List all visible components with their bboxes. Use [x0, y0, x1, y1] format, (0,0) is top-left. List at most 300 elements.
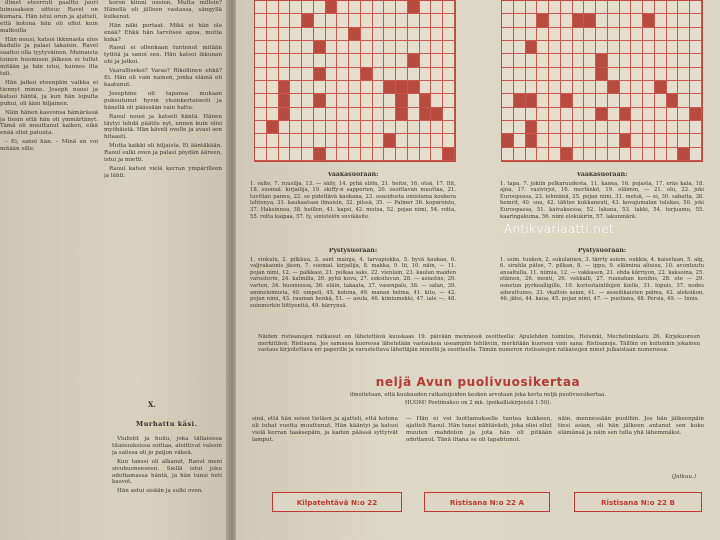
grid-cell: [326, 68, 338, 81]
grid-cell: [690, 134, 702, 147]
grid-cell: [373, 1, 385, 14]
grid-cell: [596, 1, 608, 14]
grid-cell: [561, 28, 573, 41]
grid-cell: [596, 54, 608, 67]
grid-cell: [549, 41, 561, 54]
grid-cell: [690, 121, 702, 134]
grid-cell: [267, 134, 279, 147]
grid-cell: [596, 108, 608, 121]
grid-cell: [608, 134, 620, 147]
grid-cell: [655, 54, 667, 67]
grid-cell: [337, 81, 349, 94]
grid-cell: [396, 134, 408, 147]
grid-cell: [667, 148, 679, 161]
grid-cell: [667, 108, 679, 121]
grid-cell: [643, 148, 655, 161]
grid-cell: [690, 1, 702, 14]
grid-cell: [290, 134, 302, 147]
grid-cell: [537, 1, 549, 14]
grid-cell: [678, 148, 690, 161]
grid-cell: [526, 108, 538, 121]
grid-cell: [408, 81, 420, 94]
grid-cell: [314, 108, 326, 121]
grid-cell: [255, 81, 267, 94]
grid-cell: [255, 41, 267, 54]
grid-cell: [514, 41, 526, 54]
grid-cell: [420, 41, 432, 54]
grid-cell: [373, 81, 385, 94]
grid-cell: [514, 68, 526, 81]
grid-cell: [408, 41, 420, 54]
grid-cell: [608, 14, 620, 27]
left-page: [0, 0, 228, 540]
grid-cell: [537, 121, 549, 134]
grid-cell: [678, 41, 690, 54]
grid-cell: [255, 134, 267, 147]
grid-cell: [337, 68, 349, 81]
grid-cell: [573, 94, 585, 107]
grid-cell: [279, 41, 291, 54]
grid-cell: [690, 54, 702, 67]
grid-cell: [408, 1, 420, 14]
grid-cell: [502, 14, 514, 27]
clues-down-a: [250, 248, 456, 336]
grid-cell: [431, 81, 443, 94]
grid-cell: [584, 134, 596, 147]
grid-cell: [561, 41, 573, 54]
grid-cell: [384, 68, 396, 81]
grid-cell: [396, 68, 408, 81]
grid-cell: [502, 54, 514, 67]
postage-note: HUOM! Postimaksu on 2 mk. (poikalliskirjeistä 1:50).: [404, 400, 552, 406]
grid-cell: [631, 14, 643, 27]
grid-cell: [302, 1, 314, 14]
grid-cell: [561, 134, 573, 147]
grid-cell: [678, 54, 690, 67]
grid-cell: [678, 121, 690, 134]
grid-cell: [255, 1, 267, 14]
grid-cell: [549, 94, 561, 107]
grid-cell: [620, 28, 632, 41]
grid-cell: [302, 68, 314, 81]
grid-cell: [349, 121, 361, 134]
grid-cell: [678, 94, 690, 107]
grid-cell: [690, 14, 702, 27]
grid-cell: [314, 121, 326, 134]
grid-cell: [279, 94, 291, 107]
grid-cell: [584, 81, 596, 94]
grid-cell: [337, 108, 349, 121]
grid-cell: [502, 134, 514, 147]
grid-cell: [267, 94, 279, 107]
grid-cell: [526, 81, 538, 94]
grid-cell: [667, 81, 679, 94]
story-paragraph: Josephine oli tapansa mukaan pukeutunut hyvin yksinkertaisesti ja hänellä oli päässään vain hattu.: [104, 90, 222, 111]
grid-cell: [620, 81, 632, 94]
grid-cell: [514, 121, 526, 134]
grid-cell: [337, 28, 349, 41]
grid-cell: [279, 28, 291, 41]
grid-cell: [361, 28, 373, 41]
grid-cell: [608, 68, 620, 81]
grid-cell: [502, 108, 514, 121]
grid-cell: [302, 121, 314, 134]
grid-cell: [502, 28, 514, 41]
grid-cell: [443, 134, 455, 147]
story-paragraph: Raoul katsoi vielä kerran ympärilleen ja lähti.: [104, 165, 222, 179]
grid-cell: [631, 134, 643, 147]
grid-cell: [431, 41, 443, 54]
grid-cell: [314, 41, 326, 54]
grid-cell: [408, 94, 420, 107]
grid-cell: [302, 14, 314, 27]
grid-cell: [396, 81, 408, 94]
grid-cell: [373, 94, 385, 107]
grid-cell: [608, 1, 620, 14]
grid-cell: [384, 28, 396, 41]
grid-cell: [420, 81, 432, 94]
grid-cell: [326, 28, 338, 41]
grid-cell: [326, 54, 338, 67]
grid-cell: [655, 41, 667, 54]
grid-cell: [314, 14, 326, 27]
grid-cell: [620, 1, 632, 14]
grid-cell: [631, 121, 643, 134]
grid-cell: [384, 81, 396, 94]
grid-cell: [596, 94, 608, 107]
grid-cell: [537, 28, 549, 41]
grid-cell: [573, 108, 585, 121]
grid-cell: [526, 14, 538, 27]
grid-cell: [620, 14, 632, 27]
grid-cell: [678, 1, 690, 14]
grid-cell: [290, 28, 302, 41]
grid-cell: [584, 41, 596, 54]
grid-cell: [302, 41, 314, 54]
grid-cell: [396, 108, 408, 121]
grid-cell: [537, 134, 549, 147]
grid-cell: [396, 28, 408, 41]
grid-cell: [561, 148, 573, 161]
grid-cell: [431, 54, 443, 67]
grid-cell: [431, 14, 443, 27]
submission-notice: Näiden ristisanojen ratkaisut on lähetettävä kuuskaas 19. päivään mennessä osoitteella: Apulehden toimitus, Helsinki, Mechelininkatu 26. Kirjekuoreen merkittävä: Ristisana. Jos samassa kuoressa lähetetään vastauksia useampiin tehtäviin, merkitään kuoreen vain sana: Ristisanoja. Tällöin on kuitenkin jokainen vastaus kirjoitettava eri paperille ja varustettava lähettäjän nimellä ja osoitteella. Tämän numeron ristisanojen ratkaisujen nimet julkaistaan numerossa.: [258, 334, 700, 354]
grid-cell: [573, 14, 585, 27]
grid-cell: [279, 14, 291, 27]
grid-cell: [643, 28, 655, 41]
story-paragraph: Hän näki portaat. Mikä ei hän ole enää? Ehkä hän tarvitsee apua, mutta kuka?: [104, 22, 222, 43]
grid-cell: [514, 54, 526, 67]
grid-cell: [443, 148, 455, 161]
grid-cell: [443, 14, 455, 27]
clues-text: 1. tapa, 7. jokiin pelkaruudesta, 11. kanea, 16. pojasta, 17. eräs kala, 18. ajna, 17. vasivirjoi, 16. merlänkö, 19. eläimin, — 21. olu, 22. joki Euroopossa, 23. lehmänä, 25. pojan nimi, 31. metsä, — ei, 30. sabatta, 38. hemrit, 40. suu, 42. tähtee kukkaneuti, 43. kovajumalan tulukas, 50. joki Euroopassa, 51. kaivaksessa, 52. lakana, 53. takki, 54. torjuamu, 55. kaaringakuma, 56. nimi elokukirin, 57. lakunmärä.: [500, 180, 704, 220]
story-paragraph: Raoul nousi ja katseli häntä. Hänen täytyi tehdä päätös nyt, ennen kuin olisi myöhäistä. Hän käveli ovelle ja avasi sen hitaasti.: [104, 113, 222, 141]
grid-cell: [573, 148, 585, 161]
grid-cell: [279, 134, 291, 147]
grid-cell: [526, 28, 538, 41]
grid-cell: [420, 108, 432, 121]
grid-cell: [431, 108, 443, 121]
grid-cell: [443, 108, 455, 121]
grid-cell: [502, 1, 514, 14]
grid-cell: [537, 68, 549, 81]
grid-cell: [655, 94, 667, 107]
grid-cell: [349, 28, 361, 41]
grid-cell: [431, 134, 443, 147]
grid-cell: [561, 81, 573, 94]
grid-cell: [631, 41, 643, 54]
grid-cell: [373, 41, 385, 54]
grid-cell: [420, 68, 432, 81]
story-paragraph: illmet eteerruti paaltto juuri luinusaksen sitteuc Ravel on kumara. Hän istui orun ja ajatteli, että kotona hän oli ollut kuin matkoilla: [0, 0, 98, 34]
grid-cell: [314, 28, 326, 41]
grid-cell: [431, 28, 443, 41]
grid-cell: [326, 41, 338, 54]
grid-cell: [302, 108, 314, 121]
grid-cell: [314, 54, 326, 67]
grid-cell: [608, 94, 620, 107]
grid-cell: [302, 94, 314, 107]
grid-cell: [596, 68, 608, 81]
grid-cell: [267, 121, 279, 134]
grid-cell: [631, 1, 643, 14]
grid-cell: [549, 134, 561, 147]
grid-cell: [631, 28, 643, 41]
grid-cell: [443, 54, 455, 67]
grid-cell: [584, 28, 596, 41]
story-paragraph: Raoul ei ollenkaan tuntenut mitään tyttöä ja sanoi sen. Hän katsoi ikkunan ohi ja jatkoi.: [104, 45, 222, 66]
grid-cell: [643, 108, 655, 121]
grid-cell: [326, 14, 338, 27]
grid-cell: [643, 54, 655, 67]
grid-cell: [561, 1, 573, 14]
grid-cell: [384, 94, 396, 107]
grid-cell: [408, 28, 420, 41]
grid-cell: [279, 54, 291, 67]
grid-cell: [643, 134, 655, 147]
chapter-title: Murhattu käsi.: [136, 420, 198, 428]
story-paragraph: – Ei, sanoi hän. – Minä en voi mitään sille.: [0, 139, 98, 153]
grid-cell: [514, 148, 526, 161]
clues-heading: Pystysuoraan:: [577, 248, 627, 254]
grid-cell: [396, 148, 408, 161]
grid-cell: [643, 121, 655, 134]
grid-cell: [431, 148, 443, 161]
grid-cell: [596, 28, 608, 41]
grid-cell: [502, 94, 514, 107]
grid-cell: [373, 54, 385, 67]
grid-cell: [314, 148, 326, 161]
story-continuation-b: — Hän ei voi luottamukselle tuntea kukkeen, ajatteli Raoul. Hän tunsi nähtävästi, joka olisi ollut muuten mahdoton ja jota hän oli pitkään odottanut. Tänä iltana se oli tapahtunut.: [406, 416, 552, 443]
grid-cell: [361, 134, 373, 147]
chapter-text: [112, 436, 222, 540]
grid-cell: [314, 1, 326, 14]
grid-cell: [584, 1, 596, 14]
grid-cell: [667, 94, 679, 107]
grid-cell: [290, 108, 302, 121]
grid-cell: [384, 108, 396, 121]
grid-cell: [267, 108, 279, 121]
grid-cell: [302, 81, 314, 94]
grid-cell: [396, 41, 408, 54]
grid-cell: [620, 148, 632, 161]
grid-cell: [420, 134, 432, 147]
grid-cell: [620, 121, 632, 134]
grid-cell: [420, 28, 432, 41]
grid-cell: [537, 41, 549, 54]
grid-cell: [596, 148, 608, 161]
grid-cell: [655, 121, 667, 134]
grid-cell: [326, 81, 338, 94]
grid-cell: [349, 94, 361, 107]
grid-cell: [631, 94, 643, 107]
grid-cell: [408, 108, 420, 121]
grid-cell: [373, 28, 385, 41]
grid-cell: [526, 1, 538, 14]
grid-cell: [608, 54, 620, 67]
grid-cell: [267, 28, 279, 41]
grid-cell: [326, 134, 338, 147]
clues-text: 1. ssim. tuukon, 2. sukulainen, 3. tärrty asiem, oukkia, 4. kaisetaan, 5. alg, 6. sirahla pätse, 7. pilkan, 8. — ippu, 9. eläimina aliuisu, 10. avuntuutu ansaitulla, 11. niimia, 12. — vakkasen, 21. ehda kärriyon, 22. kaksoina, 25. eläinen, 26. menti, 26. vekkalli, 27. ruanahan kenihis, 28. ote — 29. osnetun pyrkealligille, 10. korisotainlilujen kielle, 31. lopuis, 37. nodes aiheuttunes, 33. vkaltsis asian, 41. — asseihkaisten palma, 42. aleksikon, 46. jätei, 44. kaua, 45. pojan nimi, 47. — puoliana, 48. Persia, 49. — Innis.: [500, 256, 704, 303]
grid-cell: [349, 54, 361, 67]
grid-cell: [526, 68, 538, 81]
grid-cell: [361, 41, 373, 54]
grid-cell: [549, 28, 561, 41]
grid-cell: [361, 148, 373, 161]
grid-cell: [537, 94, 549, 107]
grid-cell: [514, 134, 526, 147]
grid-cell: [573, 121, 585, 134]
grid-cell: [443, 68, 455, 81]
grid-cell: [384, 54, 396, 67]
grid-cell: [678, 14, 690, 27]
grid-cell: [584, 54, 596, 67]
grid-cell: [631, 108, 643, 121]
grid-cell: [667, 14, 679, 27]
grid-cell: [279, 68, 291, 81]
story-paragraph: Viulistit ja huilu, joka tällaisissa tilaisuuksissa soittaa, aloittivat valssin ja salissa oli jo paljon väkeä.: [112, 436, 222, 456]
grid-cell: [549, 148, 561, 161]
grid-cell: [337, 134, 349, 147]
grid-cell: [408, 121, 420, 134]
grid-cell: [537, 14, 549, 27]
grid-cell: [384, 1, 396, 14]
grid-cell: [337, 94, 349, 107]
grid-cell: [573, 68, 585, 81]
grid-cell: [631, 148, 643, 161]
grid-cell: [678, 81, 690, 94]
grid-cell: [502, 41, 514, 54]
grid-cell: [678, 134, 690, 147]
grid-cell: [255, 54, 267, 67]
grid-cell: [337, 121, 349, 134]
grid-cell: [302, 134, 314, 147]
grid-cell: [408, 148, 420, 161]
grid-cell: [396, 14, 408, 27]
grid-cell: [314, 81, 326, 94]
chapter-number: X.: [148, 400, 156, 409]
grid-cell: [337, 1, 349, 14]
grid-cell: [396, 121, 408, 134]
grid-cell: [255, 108, 267, 121]
grid-cell: [678, 28, 690, 41]
grid-cell: [302, 28, 314, 41]
grid-cell: [608, 108, 620, 121]
grid-cell: [420, 148, 432, 161]
grid-cell: [361, 81, 373, 94]
story-continuation-c: näin, mennessään puolihin. Jos hän jälkeenpäin tiesi asian, oli hän jälkeen antanut sen koko elämänsä ja näin sen tulla yhä lähemmäksi.: [558, 416, 704, 436]
grid-cell: [643, 81, 655, 94]
grid-cell: [502, 81, 514, 94]
grid-cell: [290, 1, 302, 14]
grid-cell: [608, 28, 620, 41]
grid-cell: [526, 121, 538, 134]
grid-cell: [514, 108, 526, 121]
grid-cell: [396, 1, 408, 14]
grid-cell: [526, 54, 538, 67]
grid-cell: [690, 68, 702, 81]
grid-cell: [667, 121, 679, 134]
grid-cell: [667, 41, 679, 54]
grid-cell: [267, 68, 279, 81]
grid-cell: [514, 1, 526, 14]
grid-cell: [596, 14, 608, 27]
grid-cell: [361, 121, 373, 134]
grid-cell: [290, 54, 302, 67]
grid-cell: [326, 94, 338, 107]
grid-cell: [596, 121, 608, 134]
grid-cell: [443, 121, 455, 134]
clues-text: 1. vinkulu, 2. pilkkua, 3. sant mainja, 4. tarvapiokka, 5. hyvä kaukaa, 6. valjvakaunis jäsen, 7. suomal. kirjailija, 8. makka, 9. lii, 10. näin, — 11. pojan nimi, 12. — palkkasi, 21. polkaa saks, 22. vienlain, 23. kaulan maiden varusterin, 24. kalmilla, 26. pyhä kuva, 27. suksiluvun, 28. — asiastne, 29. varten, 34. huomiossa, 36. eläin, takaata, 37. vasenpalo, 38. — salan, 39. ammeloimista, 40. ompeli, 45. kotona, 49. manan helma, 41. kito, — 42. pojan nimi, 43. rauman henkä, 51. — asula, 46. kiiniumekki, 47. iale —, 48. suinmerkin liittyenttä, 49. kärrynsä.: [250, 256, 456, 309]
grid-cell: [667, 134, 679, 147]
grid-cell: [408, 14, 420, 27]
grid-cell: [420, 121, 432, 134]
grid-cell: [584, 108, 596, 121]
clues-heading: Pystysuoraan:: [328, 248, 378, 254]
grid-cell: [655, 28, 667, 41]
grid-cell: [502, 148, 514, 161]
grid-cell: [514, 94, 526, 107]
story-paragraph: Vaaralliseksi? Varas? Rikollinen ehkä? Ei. Hän oli vain nainen, jonka elämä oli kaatunut.: [104, 68, 222, 88]
story-paragraph: Näin hänen kasvonsa hämärässä ja tiesin että hän oli ymmärtänyt. Tämä oli muuttanut kaiken, eikä enää ollut paluuta.: [0, 109, 98, 137]
grid-cell: [514, 28, 526, 41]
grid-cell: [361, 108, 373, 121]
grid-cell: [279, 81, 291, 94]
grid-cell: [502, 68, 514, 81]
grid-cell: [314, 134, 326, 147]
grid-cell: [549, 81, 561, 94]
grid-cell: [584, 68, 596, 81]
grid-cell: [690, 108, 702, 121]
grid-cell: [608, 121, 620, 134]
grid-cell: [384, 148, 396, 161]
grid-cell: [561, 68, 573, 81]
grid-cell: [561, 54, 573, 67]
grid-cell: [526, 148, 538, 161]
grid-cell: [314, 94, 326, 107]
grid-cell: [573, 41, 585, 54]
grid-cell: [443, 1, 455, 14]
grid-cell: [596, 41, 608, 54]
grid-cell: [373, 134, 385, 147]
grid-cell: [337, 14, 349, 27]
grid-cell: [255, 14, 267, 27]
grid-cell: [573, 28, 585, 41]
grid-cell: [514, 14, 526, 27]
grid-cell: [384, 14, 396, 27]
grid-cell: [290, 148, 302, 161]
grid-cell: [255, 148, 267, 161]
